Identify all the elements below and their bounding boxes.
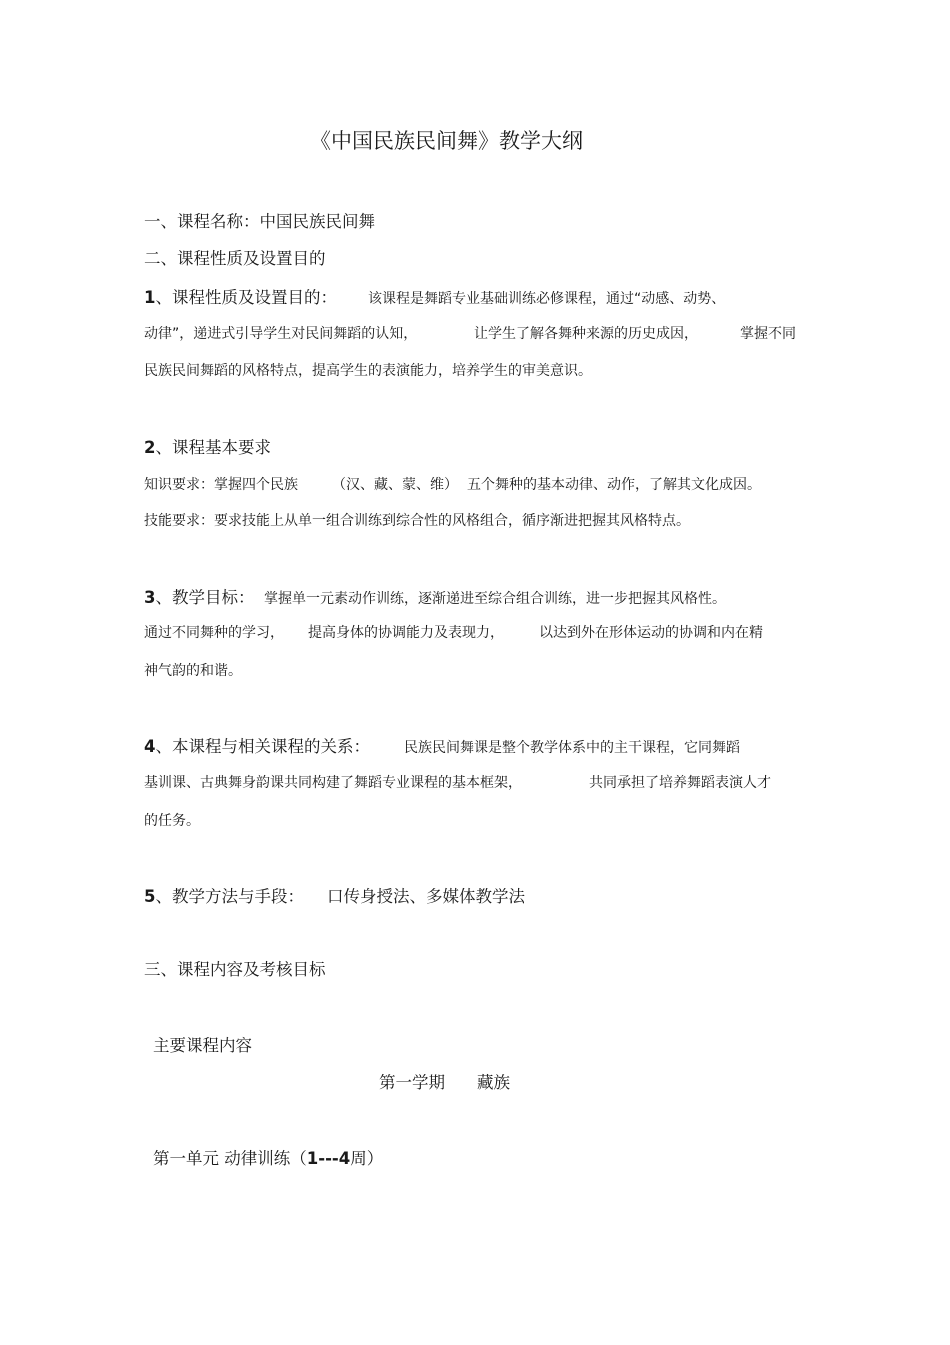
- section-course-name: 一、课程名称：中国民族民间舞: [144, 212, 375, 231]
- item3-line: 以达到外在形体运动的协调和内在精: [539, 625, 763, 641]
- item3-line: 神气韵的和谐。: [144, 663, 242, 679]
- item5-content: 口传身授法、多媒体教学法: [327, 887, 525, 906]
- item4-line: 基训课、古典舞身韵课共同构建了舞蹈专业课程的基本框架，: [144, 775, 522, 791]
- item1-line: 让学生了解各舞种来源的历史成因，: [474, 326, 698, 342]
- document-title: 《中国民族民间舞》教学大纲: [310, 129, 583, 153]
- item4-line: 的任务。: [144, 813, 200, 829]
- item1-line: 掌握不同: [740, 326, 796, 342]
- item4-heading: [144, 739, 370, 756]
- item5-number: 5: [144, 887, 156, 906]
- item2-heading: [144, 440, 271, 457]
- knowledge-requirement: （汉、藏、蒙、维）: [332, 477, 458, 493]
- item4-line: 共同承担了培养舞蹈表演人才: [589, 775, 771, 791]
- item3-line: 掌握单一元素动作训练，逐渐递进至综合组合训练，进一步把握其风格性。: [264, 591, 726, 607]
- item1-heading-text: 、课程性质及设置目的：: [155, 288, 337, 307]
- item3-line: 通过不同舞种的学习，: [144, 625, 284, 641]
- item3-line: 提高身体的协调能力及表现力，: [308, 625, 504, 641]
- item3-number: 3: [144, 588, 156, 607]
- item5-heading: [144, 889, 304, 906]
- item1-heading: [144, 290, 337, 307]
- section-course-nature: 二、课程性质及设置目的: [144, 249, 326, 268]
- item3-heading: [144, 590, 254, 607]
- item3-heading-text: 、教学目标：: [155, 588, 255, 607]
- knowledge-requirement: 知识要求：掌握四个民族: [144, 477, 298, 493]
- section-course-content: 三、课程内容及考核目标: [144, 960, 326, 979]
- main-content-heading: 主要课程内容: [153, 1036, 252, 1055]
- item4-line: 民族民间舞课是整个教学体系中的主干课程，它同舞蹈: [404, 740, 740, 756]
- item2-number: 2: [144, 438, 156, 457]
- unit-weeks: 1---4: [306, 1149, 351, 1168]
- term-label: 第一学期: [379, 1073, 445, 1092]
- unit-heading: [153, 1151, 383, 1168]
- item4-number: 4: [144, 737, 156, 756]
- item2-heading-text: 、课程基本要求: [155, 438, 271, 457]
- item1-line: 动律”，递进式引导学生对民间舞蹈的认知，: [144, 326, 418, 342]
- item1-line: 民族民间舞蹈的风格特点，提高学生的表演能力，培养学生的审美意识。: [144, 363, 592, 379]
- knowledge-requirement: 五个舞种的基本动律、动作，了解其文化成因。: [467, 477, 761, 493]
- item1-line: 该课程是舞蹈专业基础训练必修课程，通过“动感、动势、: [368, 291, 726, 307]
- item4-heading-text: 、本课程与相关课程的关系：: [155, 737, 370, 756]
- unit-suffix: 周）: [350, 1149, 384, 1168]
- item5-heading-text: 、教学方法与手段：: [155, 887, 304, 906]
- item1-number: 1: [144, 288, 156, 307]
- unit-label: 第一单元 动律训练（: [153, 1149, 307, 1168]
- term-ethnicity: 藏族: [477, 1073, 510, 1092]
- skill-requirement: 技能要求：要求技能上从单一组合训练到综合性的风格组合，循序渐进把握其风格特点。: [144, 513, 690, 529]
